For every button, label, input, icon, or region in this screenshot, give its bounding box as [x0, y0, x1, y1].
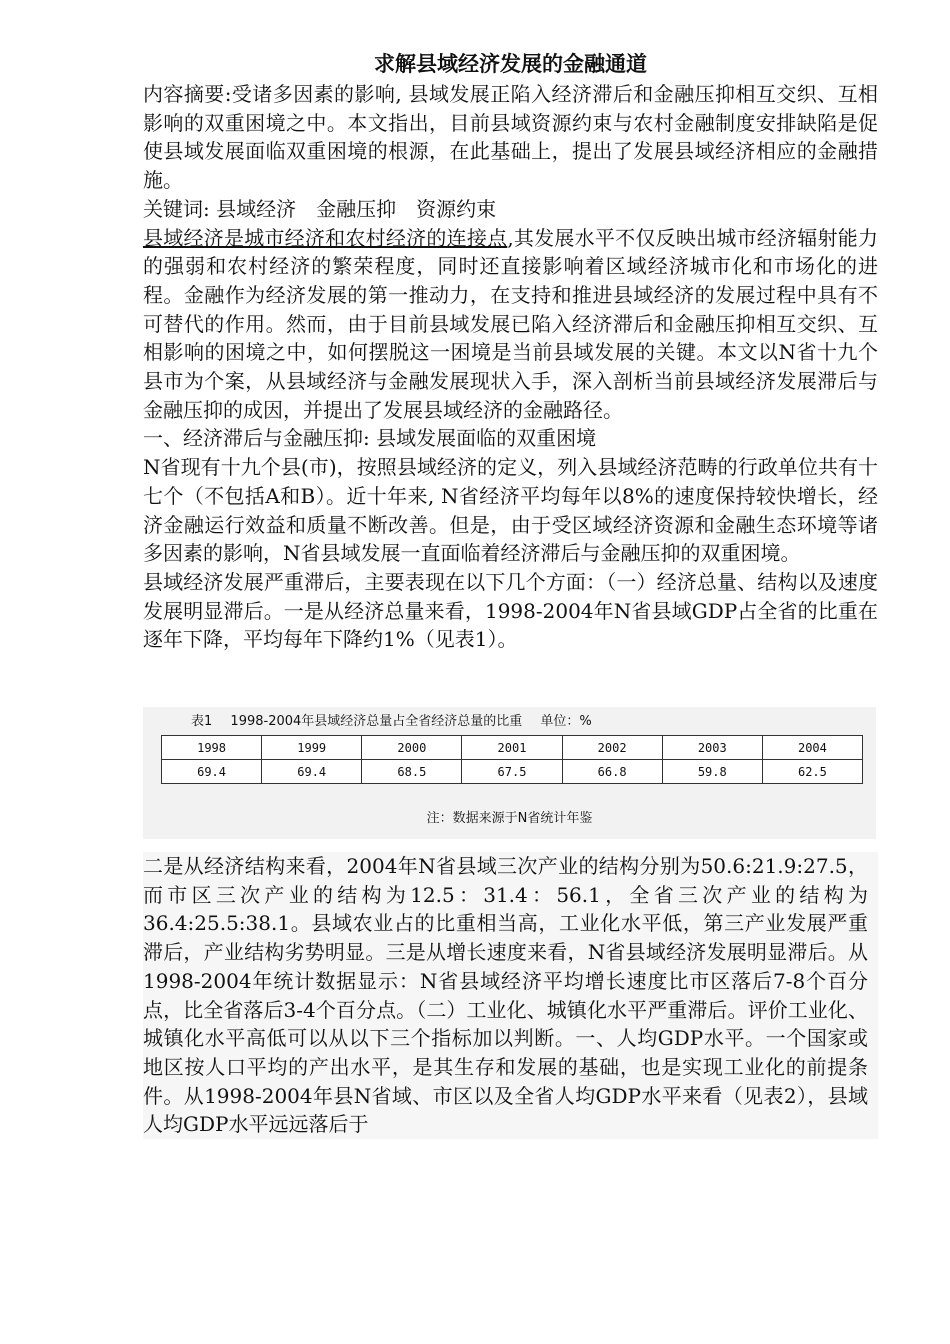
underlined-phrase: 县域经济是城市经济和农村经济的连接点	[143, 225, 508, 250]
table-cell: 62.5	[762, 760, 862, 784]
paragraph-2: 县域经济发展严重滞后，主要表现在以下几个方面：（一）经济总量、结构以及速度发展明显滞后。一是从经济总量来看，1998-2004年N省县域GDP占全省的比重在逐年下降，平均每年下降约1%（见表1）。	[143, 569, 878, 652]
table-title: 1998-2004年县域经济总量占全省经济总量的比重	[230, 714, 523, 729]
paragraph-3: 二是从经济结构来看，2004年N省县域三次产业的结构分别为50.6:21.9:27.5，而市区三次产业的结构为12.5：31.4：56.1，全省三次产业的结构为36.4:25.5:38.1。县域农业占的比重相当高，工业化水平低，第三产业发展严重滞后，产业结构劣势明显。三是从增长速度来看，N省县域经济发展明显滞后。从1998-2004年统计数据显示：N省县域经济平均增长速度比市区落后7-8个百分点，比全省落后3-4个百分点。（二）工业化、城镇化水平严重滞后。评价工业化、城镇化水平高低可以从以下三个指标加以判断。一、人均GDP水平。一个国家或地区按人口平均的产出水平，是其生存和发展的基础，也是实现工业化的前提条件。从1998-2004年县N省域、市区以及全省人均GDP水平来看（见表2），县域人均GDP水平远远落后于	[143, 854, 868, 1137]
intro-rest: ,其发展水平不仅反映出城市经济辐射能力的强弱和农村经济的繁荣程度，同时还直接影响着区域经济城市化和市场化的进程。金融作为经济发展的第一推动力，在支持和推进县域经济的发展过程中具有不可替代的作用。然而，由于目前县域发展已陷入经济滞后和金融压抑相互交织、互相影响的困境之中，如何摆脱这一困境是当前县域发展的关键。本文以N省十九个县市为个案，从县域经济与金融发展现状入手，深入剖析当前县域经济发展滞后与金融压抑的成因，并提出了发展县域经济的金融路径。	[143, 225, 879, 422]
table-1-figure	[143, 707, 876, 839]
intro-paragraph	[143, 224, 878, 425]
table-cell: 59.8	[662, 760, 762, 784]
table-row-values	[162, 760, 863, 784]
table-cell: 2002	[562, 736, 662, 760]
table-note: 注：数据来源于N省统计年鉴	[426, 811, 593, 826]
page-title: 求解县域经济发展的金融通道	[374, 52, 647, 76]
table-cell: 68.5	[362, 760, 462, 784]
table-cell: 2004	[762, 736, 862, 760]
paragraph-1: N省现有十九个县(市)，按照县域经济的定义，列入县域经济范畴的行政单位共有十七个（不包括A和B）。近十年来, N省经济平均每年以8%的速度保持较快增长，经济金融运行效益和质量不断改善。但是，由于受区域经济资源和金融生态环境等诸多因素的影响，N省县域发展一直面临着经济滞后与金融压抑的双重困境。	[143, 455, 878, 566]
table-cell: 1998	[162, 736, 262, 760]
table-cell: 69.4	[262, 760, 362, 784]
table-unit: 单位：%	[540, 714, 592, 729]
table-cell: 1999	[262, 736, 362, 760]
table-caption	[191, 710, 606, 729]
table-cell: 2000	[362, 736, 462, 760]
keywords: 关键词: 县域经济 金融压抑 资源约束	[143, 196, 497, 221]
table-row-years	[162, 736, 863, 760]
section-heading: 一、经济滞后与金融压抑: 县域发展面临的双重困境	[143, 426, 597, 451]
table-cell: 69.4	[162, 760, 262, 784]
table-label: 表1	[191, 714, 213, 729]
text-block-top	[143, 80, 878, 654]
text-block-bottom	[143, 852, 878, 1139]
abstract: 内容摘要:受诸多因素的影响, 县域发展正陷入经济滞后和金融压抑相互交织、互相影响的双重困境之中。本文指出，目前县域资源约束与农村金融制度安排缺陷是促使县域发展面临双重困境的根源，在此基础上，提出了发展县域经济相应的金融措施。	[143, 82, 878, 193]
table-cell: 2003	[662, 736, 762, 760]
table-cell: 2001	[462, 736, 562, 760]
data-table	[161, 735, 863, 784]
table-cell: 66.8	[562, 760, 662, 784]
table-cell: 67.5	[462, 760, 562, 784]
